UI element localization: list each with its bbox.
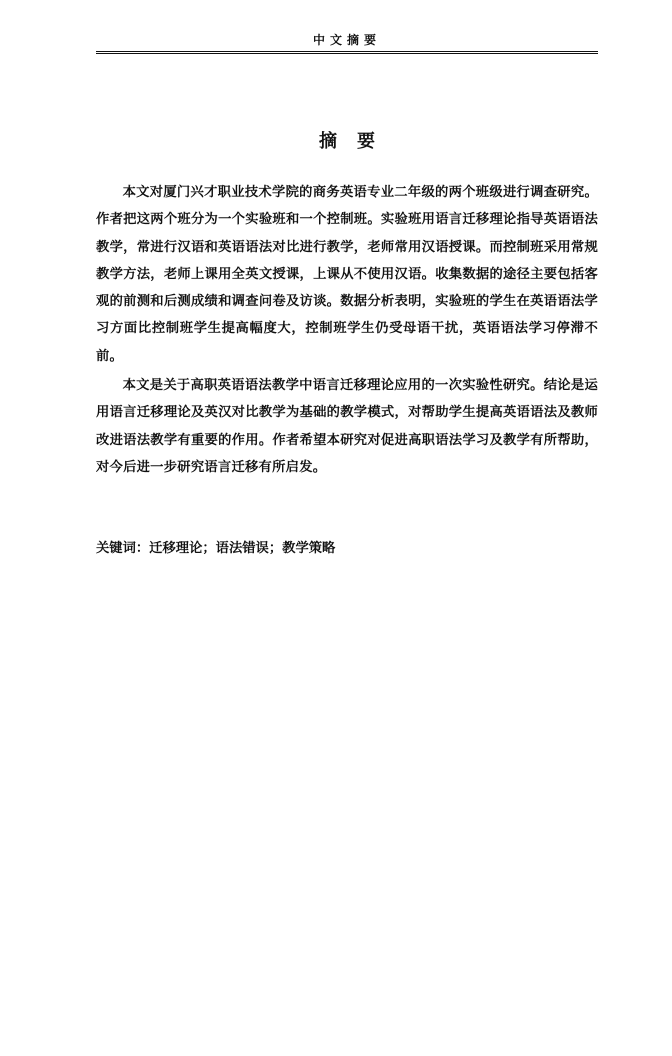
- header-rule: [96, 51, 598, 54]
- abstract-paragraph-2: 本文是关于高职英语语法教学中语言迁移理论应用的一次实验性研究。结论是运用语言迁移理论及英汉对比教学为基础的教学模式，对帮助学生提高英语语法及教师改进语法教学有重要的作用。作者希望本研究对促进高职语法学习及教学有所帮助，对今后进一步研究语言迁移有所启发。: [96, 378, 598, 475]
- running-header: 中文摘要: [312, 33, 381, 47]
- abstract-paragraph-1: 本文对厦门兴才职业技术学院的商务英语专业二年级的两个班级进行调查研究。作者把这两个班分为一个实验班和一个控制班。实验班用语言迁移理论指导英语语法教学，常进行汉语和英语语法对比进行教学，老师常用汉语授课。而控制班采用常规教学方法，老师上课用全英文授课，上课从不使用汉语。收集数据的途径主要包括客观的前测和后测成绩和调查问卷及访谈。数据分析表明，实验班的学生在英语语法学习方面比控制班学生提高幅度大，控制班学生仍受母语干扰，英语语法学习停滞不前。: [96, 185, 598, 364]
- abstract-title: 摘要: [319, 131, 395, 152]
- keywords-line: 关键词：迁移理论；语法错误；教学策略: [96, 541, 336, 556]
- abstract-body: [96, 179, 598, 483]
